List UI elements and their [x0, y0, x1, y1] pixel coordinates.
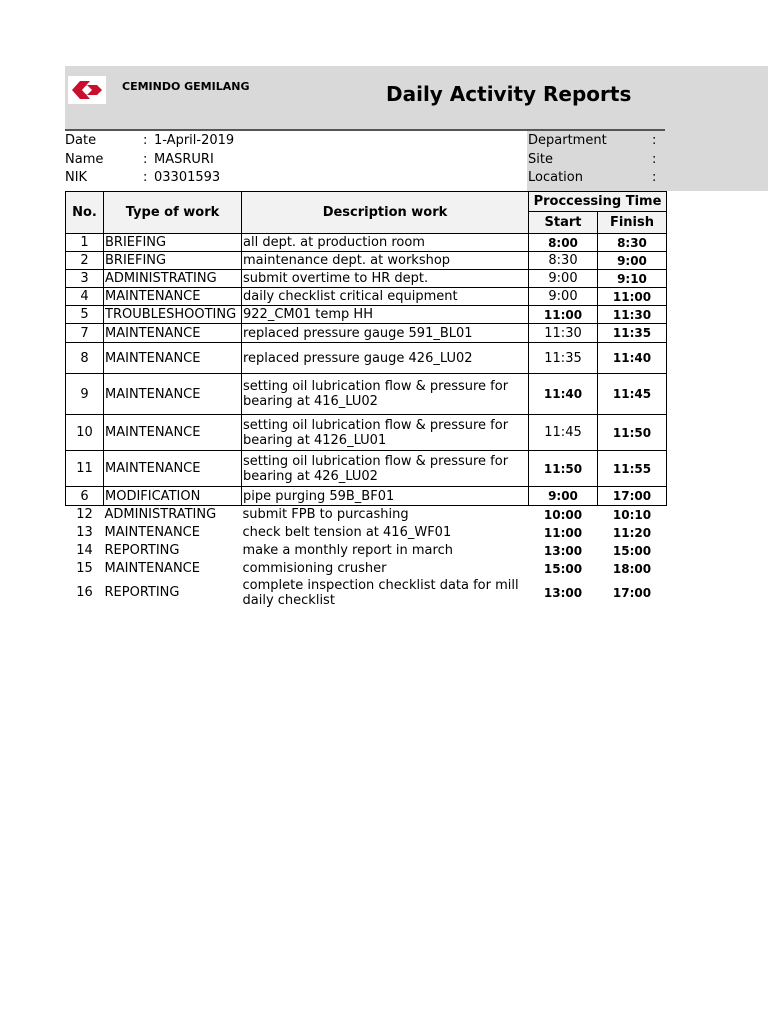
- nik-value: 03301593: [154, 170, 221, 185]
- row-start: 11:45: [529, 415, 598, 451]
- row-type: BRIEFING: [104, 252, 242, 270]
- table-row: [66, 306, 667, 324]
- date-value: 1-April-2019: [154, 133, 235, 148]
- date-colon: :: [143, 133, 148, 148]
- nik-colon: :: [143, 170, 148, 185]
- row-start: 8:30: [529, 252, 598, 270]
- row-start: 11:00: [529, 306, 598, 324]
- row-number: 11: [66, 451, 104, 487]
- row-finish: 8:30: [598, 234, 667, 252]
- row-start: 11:35: [529, 343, 598, 374]
- row-number: 3: [66, 270, 104, 288]
- row-description: commisioning crusher: [242, 561, 387, 576]
- row-type: BRIEFING: [104, 234, 242, 252]
- row-number: 14: [76, 543, 93, 558]
- row-start: 9:00: [529, 270, 598, 288]
- row-start: 11:30: [529, 324, 598, 343]
- row-description: setting oil lubrication flow & pressure for bearing at 416_LU02: [242, 374, 529, 415]
- row-type: MODIFICATION: [104, 487, 242, 506]
- nik-label: NIK: [65, 170, 88, 185]
- site-colon: :: [652, 152, 657, 167]
- row-number: 9: [66, 374, 104, 415]
- row-description: all dept. at production room: [242, 234, 529, 252]
- row-start: 9:00: [529, 487, 598, 506]
- row-description: daily checklist critical equipment: [242, 288, 529, 306]
- name-label: Name: [65, 152, 104, 167]
- table-row: [66, 343, 667, 374]
- row-finish: 11:30: [598, 306, 667, 324]
- row-number: 7: [66, 324, 104, 343]
- row-type: MAINTENANCE: [104, 324, 242, 343]
- row-finish: 11:45: [598, 374, 667, 415]
- report-title: Daily Activity Reports: [386, 82, 632, 106]
- row-finish: 11:20: [612, 525, 652, 540]
- row-type: TROUBLESHOOTING: [104, 306, 242, 324]
- row-start: 13:00: [543, 543, 583, 558]
- activity-table: [65, 191, 667, 608]
- row-finish: 11:50: [598, 415, 667, 451]
- header-finish: Finish: [598, 212, 667, 234]
- row-finish: 15:00: [612, 543, 652, 558]
- row-description: check belt tension at 416_WF01: [242, 525, 452, 540]
- table-row: [66, 234, 667, 252]
- row-type: MAINTENANCE: [104, 343, 242, 374]
- row-number: 15: [76, 561, 93, 576]
- row-type: MAINTENANCE: [104, 288, 242, 306]
- location-label: Location: [528, 170, 583, 185]
- header-processing-time: Proccessing Time: [529, 192, 667, 212]
- table-row: [66, 524, 667, 542]
- row-finish: 18:00: [612, 561, 652, 576]
- row-type: MAINTENANCE: [104, 415, 242, 451]
- row-description: replaced pressure gauge 591_BL01: [242, 324, 529, 343]
- row-type: ADMINISTRATING: [104, 507, 217, 523]
- site-label: Site: [528, 152, 553, 167]
- row-start: 13:00: [543, 585, 583, 600]
- company-name: CEMINDO GEMILANG: [122, 80, 250, 93]
- row-description: make a monthly report in march: [242, 543, 453, 558]
- row-description: submit FPB to purcashing: [242, 507, 409, 523]
- row-finish: 17:00: [598, 487, 667, 506]
- row-number: 1: [66, 234, 104, 252]
- row-finish: 11:55: [598, 451, 667, 487]
- table-row: [66, 415, 667, 451]
- row-type: MAINTENANCE: [104, 451, 242, 487]
- table-row: [66, 542, 667, 560]
- table-row: [66, 252, 667, 270]
- row-number: 8: [66, 343, 104, 374]
- row-type: REPORTING: [104, 543, 180, 558]
- row-type: MAINTENANCE: [104, 374, 242, 415]
- header-description: Description work: [242, 192, 529, 234]
- row-start: 8:00: [529, 234, 598, 252]
- row-description: complete inspection checklist data for mill daily checklist: [242, 577, 519, 608]
- header-type: Type of work: [104, 192, 242, 234]
- row-start: 10:00: [543, 507, 583, 522]
- row-start: 11:50: [529, 451, 598, 487]
- header-no: No.: [66, 192, 104, 234]
- table-row: [66, 270, 667, 288]
- row-start: 11:00: [543, 525, 583, 540]
- row-finish: 11:40: [598, 343, 667, 374]
- department-label: Department: [528, 133, 607, 148]
- row-description: replaced pressure gauge 426_LU02: [242, 343, 529, 374]
- date-label: Date: [65, 133, 97, 148]
- header-divider: [65, 129, 665, 131]
- table-row: [66, 560, 667, 578]
- row-type: MAINTENANCE: [104, 561, 200, 576]
- row-number: 6: [66, 487, 104, 506]
- row-number: 5: [66, 306, 104, 324]
- row-number: 10: [66, 415, 104, 451]
- row-description: setting oil lubrication flow & pressure for bearing at 426_LU02: [242, 451, 529, 487]
- table-row: [66, 374, 667, 415]
- row-description: maintenance dept. at workshop: [242, 252, 529, 270]
- table-row: [66, 288, 667, 306]
- row-start: 9:00: [529, 288, 598, 306]
- row-description: pipe purging 59B_BF01: [242, 487, 529, 506]
- row-description: submit overtime to HR dept.: [242, 270, 529, 288]
- name-colon: :: [143, 152, 148, 167]
- header-start: Start: [529, 212, 598, 234]
- row-finish: 11:00: [598, 288, 667, 306]
- row-finish: 17:00: [612, 585, 652, 600]
- row-type: ADMINISTRATING: [104, 270, 242, 288]
- row-description: setting oil lubrication flow & pressure for bearing at 4126_LU01: [242, 415, 529, 451]
- location-colon: :: [652, 170, 657, 185]
- table-row: [66, 451, 667, 487]
- name-value: MASRURI: [154, 152, 214, 167]
- row-type: REPORTING: [104, 585, 180, 600]
- row-number: 2: [66, 252, 104, 270]
- row-number: 4: [66, 288, 104, 306]
- row-number: 12: [76, 507, 93, 523]
- department-colon: :: [652, 133, 657, 148]
- row-finish: 9:10: [598, 270, 667, 288]
- row-type: MAINTENANCE: [104, 525, 200, 540]
- row-number: 16: [76, 585, 93, 600]
- row-finish: 9:00: [598, 252, 667, 270]
- row-number: 13: [76, 525, 93, 540]
- table-row: [66, 487, 667, 506]
- row-finish: 11:35: [598, 324, 667, 343]
- table-row: [66, 578, 667, 608]
- table-row: [66, 506, 667, 524]
- row-start: 11:40: [529, 374, 598, 415]
- table-row: [66, 324, 667, 343]
- row-start: 15:00: [543, 561, 583, 576]
- row-description: 922_CM01 temp HH: [242, 306, 529, 324]
- row-finish: 10:10: [612, 507, 652, 522]
- company-logo-icon: [68, 76, 106, 104]
